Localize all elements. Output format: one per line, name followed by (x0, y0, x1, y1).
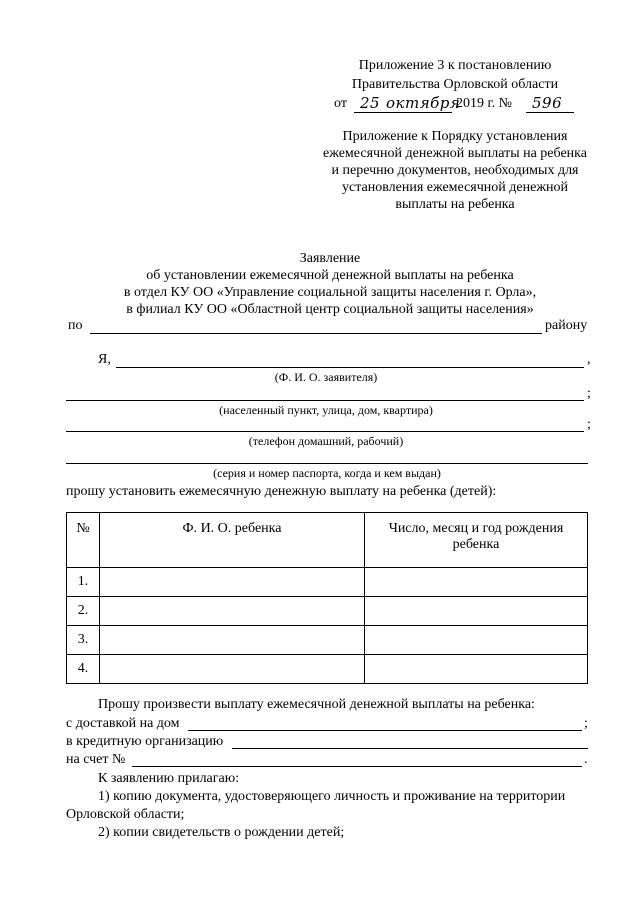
rayon-label: району (545, 318, 588, 333)
row-number: 2. (67, 597, 100, 626)
phone-caption: (телефон домашний, рабочий) (248, 434, 404, 448)
credit-line (66, 734, 596, 752)
handwritten-date-day: 25 (360, 94, 381, 112)
fio-caption: (Ф. И. О. заявителя) (274, 370, 378, 384)
child-fio-cell[interactable] (100, 655, 365, 684)
attachments-intro: К заявлению прилагаю: (98, 771, 240, 786)
table-row (67, 655, 588, 684)
account-dot: . (584, 752, 588, 767)
procedure-line3: и перечню документов, необходимых для (331, 163, 579, 178)
from-label: от (334, 96, 347, 111)
children-table (66, 512, 588, 684)
credit-label: в кредитную организацию (66, 734, 224, 749)
delivery-field[interactable] (188, 730, 582, 731)
table-header-row (67, 513, 588, 568)
birth-date-cell[interactable] (365, 655, 588, 684)
child-fio-cell[interactable] (100, 626, 365, 655)
attachment-item2: 2) копии свидетельств о рождении детей; (98, 825, 345, 840)
application-title (60, 250, 600, 318)
payment-intro: Прошу произвести выплату ежемесячной денежной выплаты на ребенка: (98, 697, 535, 712)
phone-field[interactable] (66, 431, 584, 432)
delivery-semicolon: ; (584, 716, 588, 731)
fio-comma: , (587, 352, 591, 367)
handwritten-decree-number: 596 (532, 94, 563, 112)
passport-field[interactable] (66, 463, 588, 464)
row-number: 4. (67, 655, 100, 684)
handwritten-date-month: октября (386, 94, 461, 112)
procedure-line4: установления ежемесячной денежной (342, 180, 568, 195)
appendix-line2: Правительства Орловской области (351, 77, 559, 92)
applicant-fio-field[interactable] (116, 367, 584, 368)
address-field[interactable] (66, 400, 584, 401)
account-line (66, 752, 596, 770)
delivery-line (66, 716, 596, 734)
credit-org-field[interactable] (232, 748, 588, 749)
district-line (68, 318, 598, 338)
birth-date-cell[interactable] (365, 568, 588, 597)
procedure-line1: Приложение к Порядку установления (342, 129, 568, 144)
address-caption: (населенный пункт, улица, дом, квартира) (219, 403, 433, 417)
account-field[interactable] (132, 766, 582, 767)
table-row (67, 568, 588, 597)
header-birth-date: Число, месяц и год рождения ребенка (365, 513, 588, 568)
district-field[interactable] (90, 333, 542, 334)
decree-date-line (334, 94, 584, 116)
row-number: 1. (67, 568, 100, 597)
title-line1: об установлении ежемесячной денежной выплаты на ребенка (146, 268, 514, 283)
attachment-item1-line1: 1) копию документа, удостоверяющего личность и проживание на территории (98, 789, 566, 804)
attachment-item1-line2: Орловской области; (66, 807, 185, 822)
procedure-appendix (305, 128, 605, 213)
header-number: № (67, 513, 100, 568)
passport-caption: (серия и номер паспорта, когда и кем выдан) (213, 466, 441, 480)
child-fio-cell[interactable] (100, 597, 365, 626)
title-word: Заявление (299, 251, 361, 266)
procedure-line5: выплаты на ребенка (395, 197, 515, 212)
header-child-fio: Ф. И. О. ребенка (100, 513, 365, 568)
ya-label: Я, (98, 352, 111, 367)
address-semicolon: ; (587, 386, 591, 401)
procedure-line2: ежемесячной денежной выплаты на ребенка (323, 146, 587, 161)
account-label: на счет № (66, 752, 126, 767)
table-row (67, 626, 588, 655)
appendix-line1: Приложение 3 к постановлению (358, 58, 552, 73)
request-text: прошу установить ежемесячную денежную выплату на ребенка (детей): (66, 484, 497, 499)
row-number: 3. (67, 626, 100, 655)
appendix-header (330, 58, 580, 96)
title-line3: в филиал КУ ОО «Областной центр социальной защиты населения» (126, 302, 534, 317)
child-fio-cell[interactable] (100, 568, 365, 597)
delivery-label: с доставкой на дом (66, 716, 180, 731)
birth-date-cell[interactable] (365, 597, 588, 626)
table-row (67, 597, 588, 626)
po-label: по (68, 318, 83, 333)
year-number-label: 2019 г. № (456, 96, 513, 111)
title-line2: в отдел КУ ОО «Управление социальной защиты населения г. Орла», (123, 285, 537, 300)
phone-semicolon: ; (587, 417, 591, 432)
birth-date-cell[interactable] (365, 626, 588, 655)
